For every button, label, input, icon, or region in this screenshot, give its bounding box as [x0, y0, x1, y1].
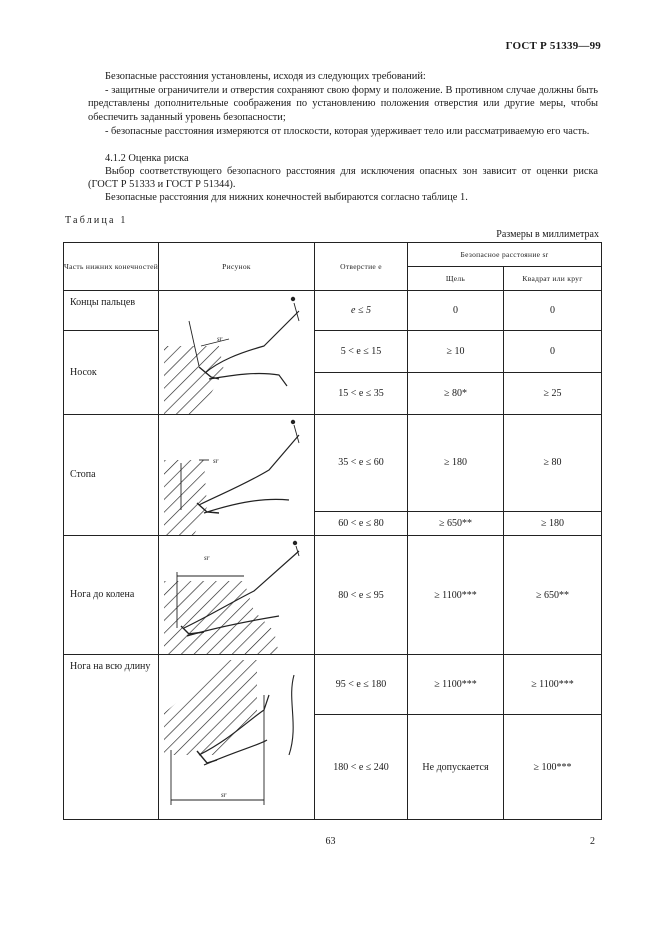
section-heading-risk: 4.1.2 Оценка риска — [105, 153, 189, 164]
part-full-leg — [64, 655, 159, 820]
header-figure: Рисунок — [159, 243, 315, 291]
page-number: 63 — [325, 836, 336, 847]
square-cell: ≥ 180 — [504, 511, 602, 535]
header-part: Часть нижних конечностей — [64, 243, 159, 291]
opening-cell: 35 < e ≤ 60 — [315, 415, 408, 512]
slot-cell: 0 — [408, 291, 504, 331]
slot-cell: ≥ 180 — [408, 415, 504, 512]
part-foot: Стопа — [64, 415, 159, 536]
slot-cell: ≥ 650** — [408, 511, 504, 535]
opening-cell: 5 < e ≤ 15 — [315, 331, 408, 373]
document-header: ГОСТ Р 51339—99 — [505, 40, 601, 52]
figure-full-leg — [159, 655, 315, 820]
opening-cell: 95 < e ≤ 180 — [315, 655, 408, 715]
opening-cell: 15 < e ≤ 35 — [315, 373, 408, 415]
paragraph-risk-assessment: Выбор соответствующего безопасного расстояния для исключения опасных зон зависит от оценки риска (ГОСТ Р 51333 и ГОСТ Р 51344). — [88, 166, 598, 191]
figure-label-sr: sr — [217, 335, 223, 343]
paragraph-requirements-intro: Безопасные расстояния установлены, исходя из следующих требований: — [105, 71, 426, 82]
paragraph-table-reference: Безопасные расстояния для нижних конечностей выбираются согласно таблице 1. — [105, 192, 468, 203]
slot-cell: ≥ 1100*** — [408, 655, 504, 715]
figure-label-sr: sr — [221, 791, 227, 799]
opening-cell: 180 < e ≤ 240 — [315, 715, 408, 820]
opening-cell: 60 < e ≤ 80 — [315, 511, 408, 535]
header-opening: Отверстие e — [315, 243, 408, 291]
figure-foot — [159, 415, 315, 536]
slot-cell: ≥ 80* — [408, 373, 504, 415]
square-cell: ≥ 100*** — [504, 715, 602, 820]
table-units: Размеры в миллиметрах — [496, 229, 599, 240]
square-cell: ≥ 650** — [504, 536, 602, 655]
figure-label-sr: sr — [204, 554, 210, 562]
part-toe-tips: Концы пальцев — [64, 291, 159, 331]
square-cell: ≥ 25 — [504, 373, 602, 415]
part-full-leg-label: Нога на всю длину — [70, 661, 151, 672]
figure-leg-to-knee — [159, 536, 315, 655]
part-leg-to-knee: Нога до колена — [64, 536, 159, 655]
sheet-number: 2 — [590, 836, 595, 847]
square-cell: ≥ 1100*** — [504, 655, 602, 715]
header-square: Квадрат или круг — [504, 267, 602, 291]
safety-distance-table — [63, 242, 602, 820]
part-toe: Носок — [64, 331, 159, 415]
table-label: Таблица 1 — [65, 215, 128, 226]
slot-cell: Не допускается — [408, 715, 504, 820]
slot-cell: ≥ 1100*** — [408, 536, 504, 655]
opening-cell: e ≤ 5 — [315, 291, 408, 331]
square-cell: ≥ 80 — [504, 415, 602, 512]
figure-label-sr: sr — [213, 457, 219, 465]
opening-cell: 80 < e ≤ 95 — [315, 536, 408, 655]
header-slot: Щель — [408, 267, 504, 291]
header-safe-distance: Безопасное расстояние sr — [408, 243, 602, 267]
square-cell: 0 — [504, 291, 602, 331]
paragraph-requirement-1: - защитные ограничители и отверстия сохраняют свою форму и положение. В противном случае должны быть представлены дополнительные соображения по установлению положения отверстия или другие меры, чтобы обеспечить заданный уровень безопасности; — [88, 85, 598, 123]
figure-toe — [159, 291, 315, 415]
paragraph-requirement-2: - безопасные расстояния измеряются от плоскости, которая удерживает тело или рассматриваемую его часть. — [105, 126, 590, 137]
square-cell: 0 — [504, 331, 602, 373]
slot-cell: ≥ 10 — [408, 331, 504, 373]
